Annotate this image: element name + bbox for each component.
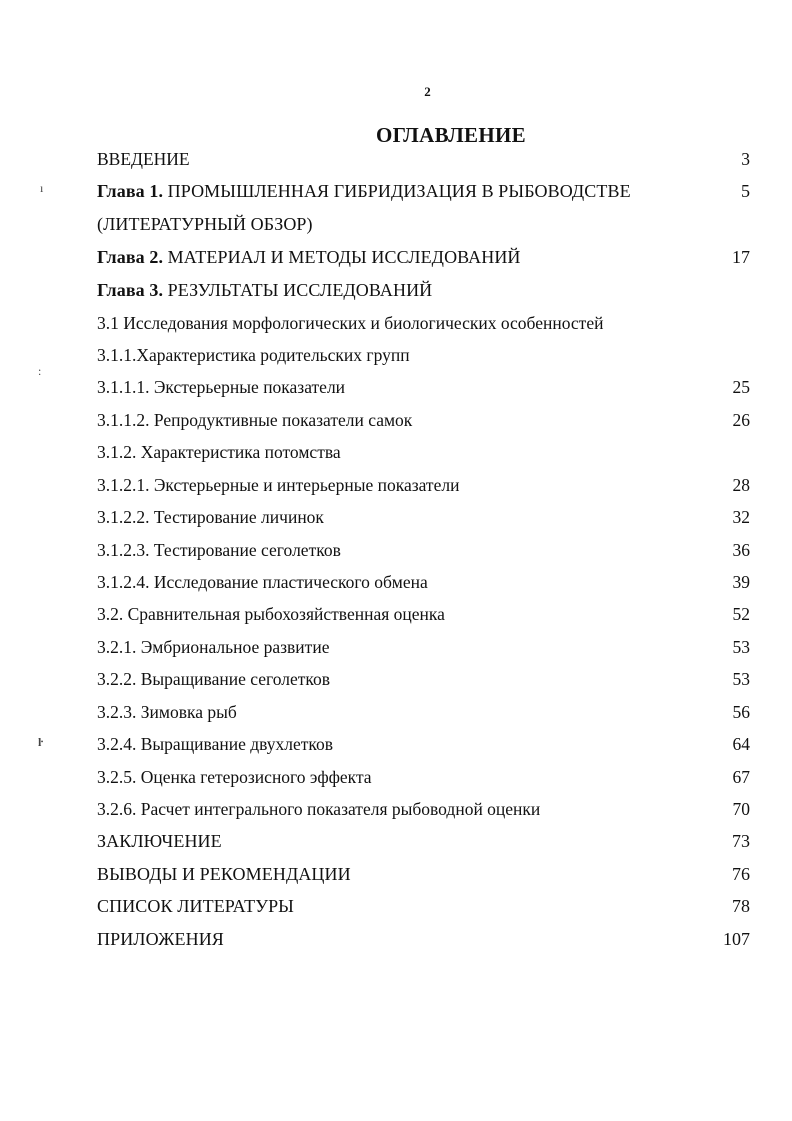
toc-entry-section-3-2-6	[97, 796, 750, 822]
toc-entry-page: 26	[732, 410, 750, 430]
toc-entry-text: 3.1.2.4. Исследование пластического обмена	[97, 572, 428, 592]
toc-entry-introduction	[97, 146, 750, 172]
toc-entry-page: 70	[732, 799, 750, 819]
toc-entry-page: 53	[732, 637, 750, 657]
toc-entry-section-3-2-2	[97, 666, 750, 692]
toc-entry-page: 78	[732, 896, 750, 916]
scan-speck: ı	[40, 181, 44, 195]
toc-title: ОГЛАВЛЕНИЕ	[376, 123, 526, 147]
chapter-label: Глава 2.	[97, 247, 164, 267]
toc-entry-text: 3.1.1.1. Экстерьерные показатели	[97, 377, 346, 397]
toc-entry-section-3-2-4	[97, 731, 750, 757]
toc-entry-text: Глава 3. РЕЗУЛЬТАТЫ ИССЛЕДОВАНИЙ	[97, 280, 433, 300]
toc-entry-text: 3.1.2. Характеристика потомства	[97, 442, 341, 462]
toc-entry-page: 52	[732, 604, 750, 624]
toc-entry-page: 64	[732, 734, 750, 754]
toc-entry-text: 3.1.2.1. Экстерьерные и интерьерные показатели	[97, 475, 460, 495]
toc-entry-page: 17	[732, 247, 750, 267]
toc-entry-section-3-1-2-2	[97, 504, 750, 530]
toc-entry-section-3-1-2-4	[97, 569, 750, 595]
toc-entry-findings	[97, 861, 750, 887]
toc-entry-text: 3.2.6. Расчет интегрального показателя рыбоводной оценки	[97, 799, 541, 819]
toc-entry-page: 36	[732, 540, 750, 560]
toc-entry-page: 32	[732, 507, 750, 527]
toc-entry-text: ПРИЛОЖЕНИЯ	[97, 929, 224, 949]
toc-entry-text: 3.2.1. Эмбриональное развитие	[97, 637, 330, 657]
toc-entry-chapter-2	[97, 244, 750, 270]
toc-entry-text: 3.2. Сравнительная рыбохозяйственная оценка	[97, 604, 445, 624]
toc-entry-text: 3.1.1.2. Репродуктивные показатели самок	[97, 410, 413, 430]
toc-entry-section-3-1-2-3	[97, 537, 750, 563]
toc-entry-page: 67	[732, 767, 750, 787]
toc-entry-section-3-1-1-1	[97, 374, 750, 400]
toc-entry-conclusion	[97, 828, 750, 854]
toc-entry-references	[97, 893, 750, 919]
toc-entry-page: 73	[732, 831, 750, 851]
toc-entry-page: 76	[732, 864, 750, 884]
toc-entry-page: 28	[732, 475, 750, 495]
toc-entry-text: (ЛИТЕРАТУРНЫЙ ОБЗОР)	[97, 214, 313, 234]
toc-entry-section-3-2-3	[97, 699, 750, 725]
toc-entry-section-3-2-1	[97, 634, 750, 660]
toc-entry-text: 3.2.3. Зимовка рыб	[97, 702, 237, 722]
toc-entry-text: 3.1.2.2. Тестирование личинок	[97, 507, 324, 527]
toc-entry-text: 3.2.5. Оценка гетерозисного эффекта	[97, 767, 372, 787]
toc-entry-section-3-1-1-2	[97, 407, 750, 433]
toc-entry-chapter-3	[97, 277, 750, 303]
toc-entry-text: ВВЕДЕНИЕ	[97, 149, 190, 169]
toc-entry-page: 107	[723, 929, 750, 949]
toc-entry-appendices	[97, 926, 750, 952]
scan-speck: ŀ	[38, 735, 43, 749]
toc-entry-text: Глава 2. МАТЕРИАЛ И МЕТОДЫ ИССЛЕДОВАНИЙ	[97, 247, 521, 267]
toc-entry-text: ЗАКЛЮЧЕНИЕ	[97, 831, 222, 851]
toc-entry-page: 5	[741, 181, 750, 201]
toc-entry-section-3-1-2-1	[97, 472, 750, 498]
toc-entry-text: 3.1.2.3. Тестирование сеголетков	[97, 540, 341, 560]
toc-entry-chapter-1-continued	[97, 211, 750, 237]
toc-entry-section-3-1	[97, 310, 750, 336]
toc-entry-section-3-2	[97, 601, 750, 627]
toc-entry-page: 56	[732, 702, 750, 722]
toc-entry-section-3-1-1	[97, 342, 750, 368]
toc-entry-page: 25	[732, 377, 750, 397]
toc-entry-text: Глава 1. ПРОМЫШЛЕННАЯ ГИБРИДИЗАЦИЯ В РЫБОВОДСТВЕ	[97, 181, 631, 201]
chapter-label: Глава 3.	[97, 280, 164, 300]
toc-entry-text: ВЫВОДЫ И РЕКОМЕНДАЦИИ	[97, 864, 351, 884]
page-number: 2	[424, 84, 431, 99]
toc-entry-page: 3	[741, 149, 750, 169]
scan-speck: :	[38, 364, 42, 378]
toc-entry-page: 39	[732, 572, 750, 592]
toc-entry-text: 3.2.2. Выращивание сеголетков	[97, 669, 330, 689]
toc-entry-text: 3.2.4. Выращивание двухлетков	[97, 734, 334, 754]
toc-entry-page: 53	[732, 669, 750, 689]
toc-entry-section-3-2-5	[97, 764, 750, 790]
toc-entry-section-3-1-2	[97, 439, 750, 465]
toc-entry-text: СПИСОК ЛИТЕРАТУРЫ	[97, 896, 294, 916]
toc-entry-chapter-1	[97, 178, 750, 204]
toc-entry-text: 3.1.1.Характеристика родительских групп	[97, 345, 410, 365]
toc-entry-text: 3.1 Исследования морфологических и биологических особенностей	[97, 313, 604, 333]
chapter-label: Глава 1.	[97, 181, 164, 201]
